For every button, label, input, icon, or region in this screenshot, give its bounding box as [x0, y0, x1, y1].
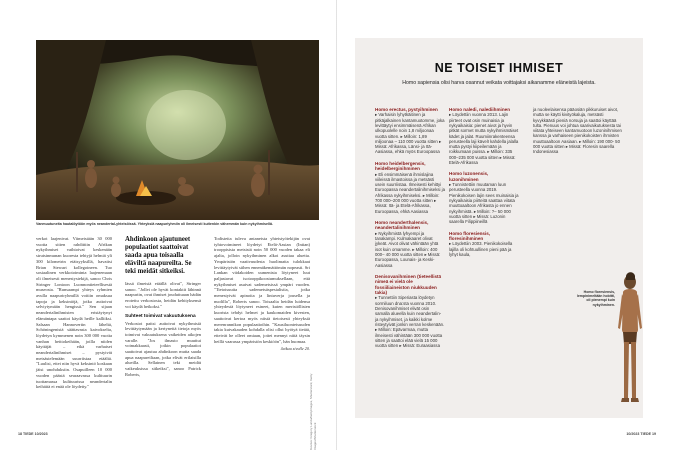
species-panel — [355, 38, 643, 418]
photo-caption: Vanmuutuneita hautalöytöön myös neandertal-yhteisöissä. Yhteyksiä naapuriyhmiin oli ilmeisesti kuitenkin vähemmän kuin nykyihmisellä. — [36, 222, 273, 226]
section-subhead: Suhteet toimivat vakuutuksena — [125, 313, 196, 319]
species-entry — [533, 107, 623, 155]
page-footer-left: 18 TIEDE 10/2023 — [18, 432, 48, 436]
species-column-2 — [449, 107, 519, 263]
panel-title: NE TOISET IHMISET — [434, 61, 564, 75]
species-text: ▸ Löydettiin 2003. Pienikokoisella lajilla oli kohtuullinen pieni pää ja lyhyt kaula, — [449, 241, 513, 257]
species-name: Denisovanihminen (tieteellistä nimeä ei vielä ole fossiiliaineiston niukkuuden takia) — [375, 273, 442, 296]
species-text: ▸ Nykyihmistä lyhyempi ja tanakampi. Kulmakaaret olivat jykeät. Aivot olivat vähintään yhtä isot kuin omamme. ▸ Milloin: 400 000– 40 000 vuotta sitten ▸ Missä: Euroopassa, Lounais- ja Keski-Aasiassa — [375, 230, 441, 268]
pull-quote: Ahdinkoon ajautuneet populaatiot saattoivat saada apua toisaalla eläviltä naapureilta. Se teki meidät sitkeiksi. — [125, 236, 192, 275]
species-text: ▸ Tunnistettiin muutaman luun perusteella vuonna 2019. Pienikokoisen lajin sees muinaisia ja nykyaikaisia piirteitä saattaa viitata muuttoaaltoon Afrikasta jo ennen nykyihmistä. ▸ Milloin: ?– 50 000 vuotta sitten ▸ Missä: Luzonin saarella Filippiineillä — [449, 182, 519, 225]
page-footer-right: 10/2023 TIEDE 19 — [626, 432, 656, 436]
article-column-2-text-b: Verkostot paitsi auttoivat nykyihmisiä levittäytymään ja kertyneitä tietoja myös toimivat vakuutuksena vaikeiden aikojen varalle. "Jos ilmasto muuttui voimakkaasti, jotkin populaatiot saattoivat ajautua ahdinkoon mutta saada apua naapureiltaan, jotka elivät erilaisilla alueilla. Sellainen teki meidät vaikeuksissa sitkeiksi", sanoo Patrick Roberts, — [125, 320, 201, 377]
species-entry — [449, 107, 519, 165]
species-text: ▸ Tunnettiin Siperiasta löydetyn sormiluun dna:sta vuonna 2010. Denisovanihmiset elivät osin samalla alueella kuin neandertalin- ja nykyihmiset, ja kaikki kolme risteytyivät jonkin verran keskenään. ▸ Milloin: Epävarmaa, mutta ilmeisesti vähintään 300 000 vuotta sitten ja saattoi elää vielä 15 000 vuotta sitten ▸ Missä: Euraasiassa — [375, 295, 445, 349]
article-column-1: verkot laajenivat. Viimeistään 30 000 vuotta sitten rahdittiin Afrikan nykyihmiset vaihtoivat keskenään strutsinmunan kuoresta tehtyjä helmiä yli 300 kilometrin etäisyyksillä, havaitsi Brian Stewart kollegoineen. Tuo sosiaalinen verkkotoiminta laajenemaan oli ilmeisesti menestystekijä, sanoo Chris Stringer Lontoon Luonnontieteellisestä museosta. "Runsaampi yhteys ryhmien avulla naapuriryhmillä voitiin omaksua tapoja ja keksintöjä, jotka auttoivat selviytymään hengissä." Sen sijaan neandertalinihmisten eristäytynyt elämäntapa saattoi käydä heille kalliiksi. Salsaan Hannovertin läheltä, Schöningenistä säättavasta kaivokselta, löydetyn kymmenen noin 300 000 vuotta vanhan heittokeihään, joilla niiden käyttäjät – eikä varhaiset neandertalinihmiset – pystyivät metsästelemään suurriistaa etäältä. "Luulisi, ettei niin hyvä keksintö koskaan jäisi unohduksiin. Osapuilleen 10 000 vuoden päästä seuraavassa kulttuurin tuottamassa kulttuurissa neandertalin keihäitä ei enää ole löydetty." — [36, 236, 112, 390]
species-column-3 — [533, 107, 623, 161]
species-entry — [375, 107, 445, 155]
species-entry — [375, 220, 445, 268]
panel-subtitle: Homo sapiensia olisi harva osannut veikata voittajaksi aikanamme eläneistä lajeista. — [402, 80, 596, 86]
article-column-3 — [214, 236, 310, 352]
continued-note: Jatkuu sivulle 20. — [280, 346, 310, 352]
article-column-2-text: lässä ilmeisiä etäällä olivat", Stringer sanoo. "Jollei ole hyvät kontaktit lähinnä naapuriin, ovat ihmiset jouduttuaan hädän erotettu verkostosta, heidän kehityksensä voi käydä heikoksi." — [125, 281, 201, 309]
species-text: ▸ Eli ensimmäisenä ihmislajina viileissä ilmastoissa ja metsästi usein suurriistaa. Ilmeisesti kehittyi Euroopassa neandertalinihmiseksi ja Afrikassa nykyihmiseksi. ▸ Milloin: 700 000–200 000 vuotta sitten ▸ Missä: Itä- ja Etelä-Afrikassa, Euroopassa, ehkä Aasiassa — [375, 171, 445, 214]
species-entry — [375, 274, 445, 349]
species-text: ▸ Varhaisin lyhytkäitinen ja pitkäjalkainen kantamuotomme, joka levittäytyi ensimmäisenä Afrikan ulkopuolelle noin 1,8 miljoonaa vuotta sitten. ▸ Milloin: 1,89 miljoonaa – 110 000 vuotta sitten ▸ Missä: Afrikassa, Länsi- ja Itä-Aasiassa, ehkä myös Euroopassa — [375, 112, 445, 155]
species-entry — [449, 231, 519, 258]
cave-photo — [36, 40, 319, 220]
species-entry — [375, 161, 445, 214]
species-name: Homo neanderthalensis, neandertalinihminen — [375, 219, 429, 231]
figure-caption: Homo floresiensis, lempinimeltään hobitti, oli pienempi kuin nykyihminen. — [576, 290, 615, 307]
hominin-figure-illustration — [617, 270, 643, 406]
image-credit: Kuvitus: Gregory Lundu/Gettyimages, Shutterstock, Getty Images/Shutterstock — [309, 373, 317, 450]
species-name: Homo naledi, nalediihminen — [449, 107, 511, 112]
species-text: ja nuoleelaisensa pääosiän pikkuruiset aivot, mutta se käytti kivityökaluja, metsästi kyvykkäästi pieniä norsuja ja saattoi käyttää tulta. Pienuus voi johtua saarivaikutuksesta tai viitata yhteiseen kantamuotoon luzoninihmisen kanssa ja varhaiseen pienikokoisten ihmisten muuttoaaltoon Aasiaan. ▸ Milloin: 190 000- 50 000 vuotta sitten ▸ Missä: Floresin saarella Indonesiassa — [533, 107, 622, 155]
species-name: Homo luzonensis, luzonihminen — [449, 171, 489, 182]
species-name: Homo floresiensis, floresinihminen — [449, 230, 491, 241]
species-name: Homo erectus, pystyihminen — [375, 107, 438, 112]
species-name: Homo heidelbergensis, heidelberginihminen — [375, 160, 426, 172]
article-column-3-text: Todisteita tuleva antaneista yhteistyötekijän ovat tyhtovoimineet löydetyt Etelä-Aasian (Intian) trooppisista metsistä noin 50 000 vuoden takaa eli ajalta, jolloin nykyihminen alkoi asuttaa aluetta. Ympäristön vaativuudesta huolimatta tulokkaat levittäytyivät siihen ennenäkemättömän nopeasti. Sri Lankan viidakoiden uumenista löytyneet luut paljastavat isotooppikoostumuksellaan, että nykyihmiset asuivat sademetsissä ympäri vuoden. "Tietoisuutta sademetsäspesialistia, jotka menestyivät apinoita ja lintuverja jousella ja nuolilla", Roberts sanoo. Toisaalta heidän luidensa yhteydestä löytyneet esineet, kuten meristöllisten kuorista tehdyt helmet ja kaukomaiden kivesten, saattoivat kertoa myös niistä tietoisesti yhteyksiä merenrannikon populaatioihin. "Kausiluonteisuuden takia kuivakauden kohdalla olisi ollut hyötyä tietää, etteivät he olleet omiaan, jottei mennyt niitä täysin heillä vaarassa ympäristön keskiöön", hän huomaa. — [214, 236, 310, 344]
species-entry — [449, 171, 519, 224]
species-column-1 — [375, 107, 445, 354]
species-text: ▸ Löydettiin vuonna 2013. Lajin piirteet ovat osin muinaisia ja nykyaikaisia: pienet aivot ja hyvin pitkät sormet mutta nykyihmismäiset kädet ja jalat. Ruumiinrakenteensa perusteella laji kävelI kahdella jalalla mutta pystyi kiipeilemään ja roikkumaan puissa. ▸ Milloin: 335 000–235 000 vuotta sitten ▸ Missä: Etelä-Afrikassa — [449, 112, 519, 166]
article-column-2 — [125, 236, 201, 378]
